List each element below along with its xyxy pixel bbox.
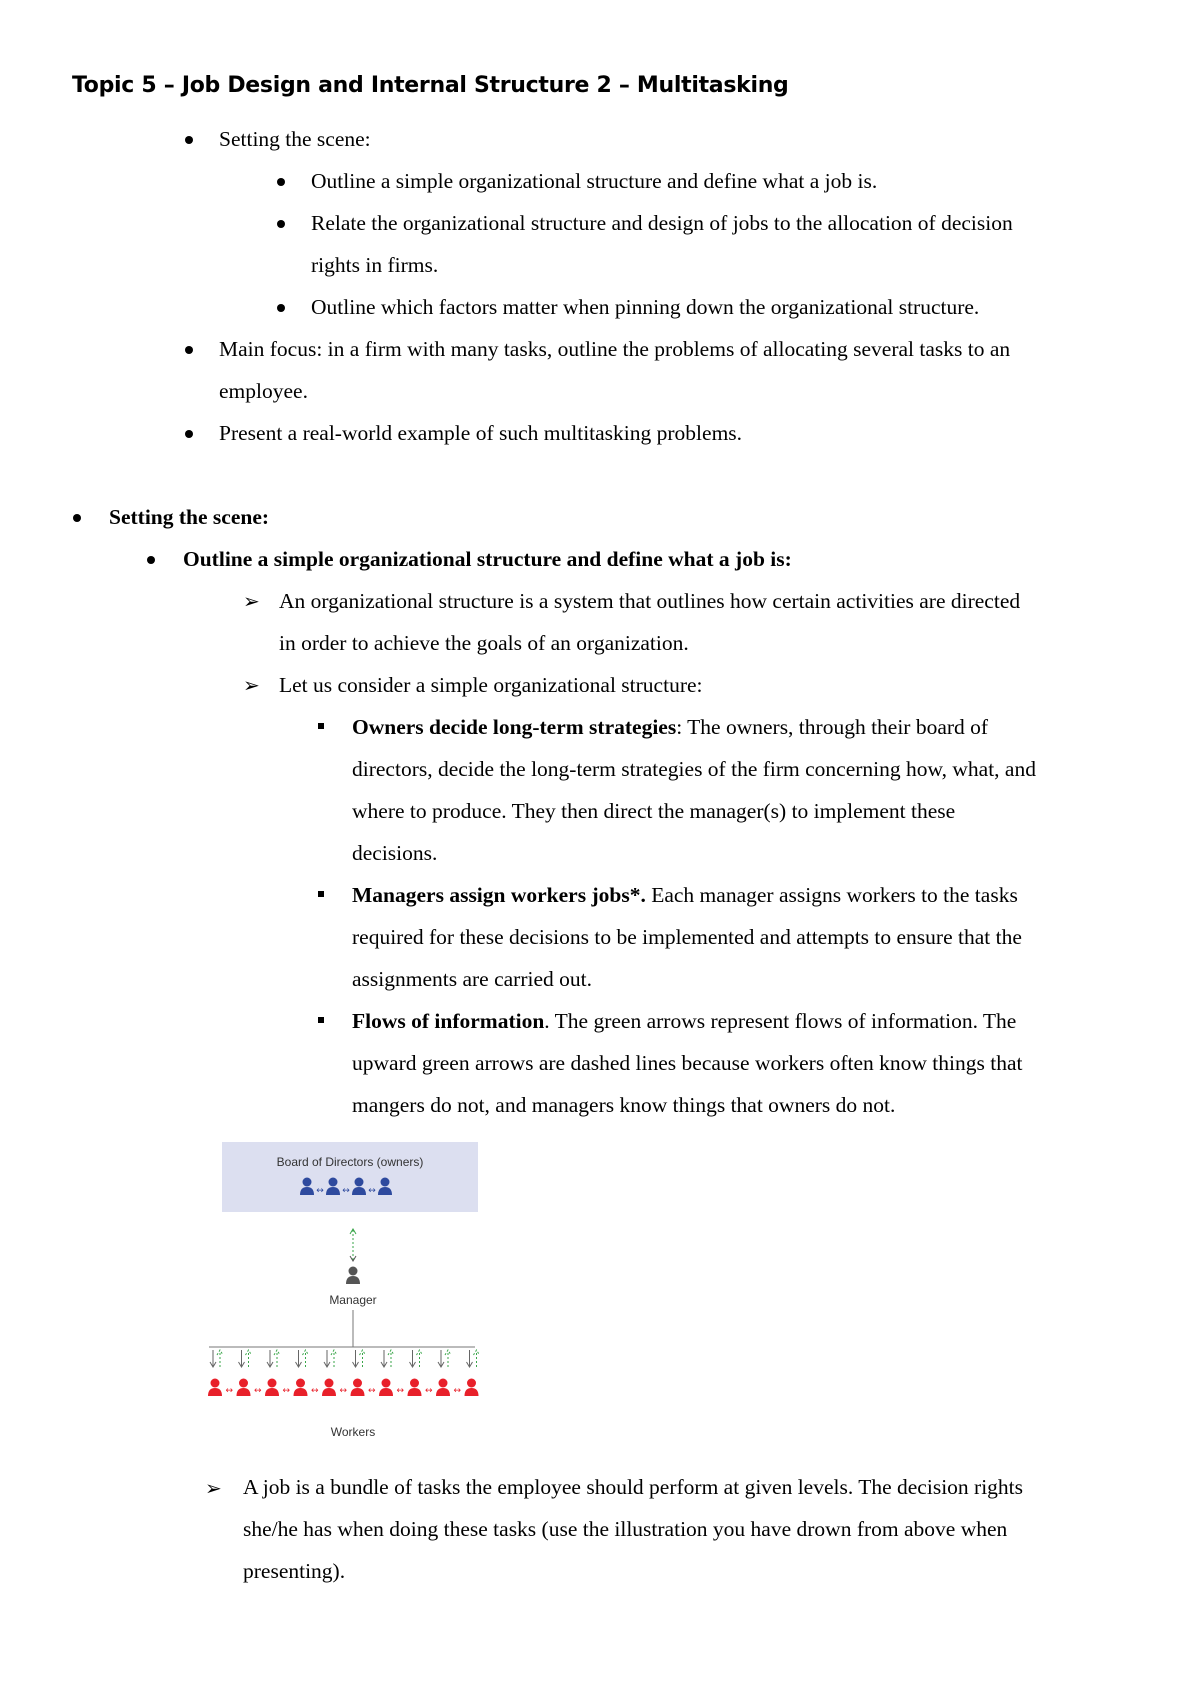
bullet: [185, 430, 193, 438]
worker-icon: [408, 1379, 422, 1397]
up-arrow-icon: [217, 1350, 223, 1367]
worker-icon: [351, 1379, 365, 1397]
up-arrow-icon: [246, 1350, 252, 1367]
worker-icon: [265, 1379, 279, 1397]
up-arrow-icon: [303, 1350, 309, 1367]
worker-icon: [294, 1379, 308, 1397]
down-arrow-icon: [296, 1350, 302, 1367]
worker-icon: [465, 1379, 479, 1397]
manager-icon: [346, 1267, 360, 1285]
down-arrow-icon: [353, 1350, 359, 1367]
owners-line: decisions.: [352, 841, 438, 865]
paragraph-line: An organizational structure is a system that outlines how certain activities are directed: [279, 589, 1021, 613]
job-line: A job is a bundle of tasks the employee should perform at given levels. The decision rights: [243, 1475, 1024, 1499]
outline-item: Main focus: in a firm with many tasks, outline the problems of allocating several tasks to an: [219, 337, 1011, 361]
owners-line: where to produce. They then direct the manager(s) to implement these: [352, 799, 956, 823]
up-arrow-icon: [331, 1350, 337, 1367]
up-arrow-icon: [274, 1350, 280, 1367]
arrow-bullet-icon: ➢: [205, 1476, 222, 1500]
outline-subitem: Relate the organizational structure and design of jobs to the allocation of decision: [311, 211, 1013, 235]
board-label: Board of Directors (owners): [276, 1155, 424, 1169]
outline-subitem-cont: rights in firms.: [311, 253, 439, 277]
bullet: [277, 220, 285, 228]
down-arrow-icon: [267, 1350, 273, 1367]
paragraph-line: in order to achieve the goals of an organization.: [279, 631, 689, 655]
square-bullet: [318, 1017, 324, 1023]
outline-subitem: Outline which factors matter when pinning down the organizational structure.: [311, 295, 980, 319]
flows-text: . The green arrows represent flows of information. The: [544, 1009, 1017, 1033]
section-subheading: Outline a simple organizational structure and define what a job is:: [183, 547, 792, 571]
managers-bold: Managers assign workers jobs*.: [352, 883, 646, 907]
bullet: [73, 514, 81, 522]
managers-text: Each manager assigns workers to the tasks: [645, 883, 1018, 907]
owners-line: directors, decide the long-term strategies of the firm concerning how, what, and: [352, 757, 1036, 781]
worker-arrows: [210, 1350, 480, 1367]
worker-link-icon: ↔: [367, 1386, 376, 1396]
workers-label: Workers: [330, 1425, 376, 1439]
managers-line: assignments are carried out.: [352, 967, 592, 991]
worker-link-icon: ↔: [339, 1386, 348, 1396]
bullet: [185, 136, 193, 144]
manager-label: Manager: [329, 1293, 377, 1307]
worker-link-icon: ↔: [225, 1386, 234, 1396]
outline-item: Setting the scene:: [219, 127, 371, 151]
worker-link-icon: ↔: [282, 1386, 291, 1396]
job-line: she/he has when doing these tasks (use the illustration you have drown from above when: [243, 1517, 1008, 1541]
arrow-bullet-icon: ➢: [243, 589, 260, 613]
worker-link-icon: ↔: [396, 1386, 405, 1396]
up-arrow-icon: [388, 1350, 394, 1367]
down-arrow-icon: [438, 1350, 444, 1367]
down-arrow-icon: [381, 1350, 387, 1367]
down-arrow-icon: [410, 1350, 416, 1367]
down-arrow-icon: [324, 1350, 330, 1367]
owners-line: [352, 713, 988, 741]
job-line: presenting).: [243, 1559, 346, 1583]
flows-line: [352, 1007, 1016, 1035]
up-arrow-icon: [445, 1350, 451, 1367]
managers-line: required for these decisions to be implemented and attempts to ensure that the: [352, 925, 1022, 949]
board-box: [222, 1142, 478, 1212]
paragraph-line: Let us consider a simple organizational structure:: [279, 673, 703, 697]
worker-link-icon: ↔: [424, 1386, 433, 1396]
down-arrow-icon: [239, 1350, 245, 1367]
worker-link-icon: ↔: [253, 1386, 262, 1396]
worker-link-icon: ↔: [453, 1386, 462, 1396]
outline-item: Present a real-world example of such multitasking problems.: [219, 421, 743, 445]
up-arrow-icon: [474, 1350, 480, 1367]
workers-icons: [208, 1379, 479, 1397]
worker-icon: [379, 1379, 393, 1397]
outline-subitem: Outline a simple organizational structure and define what a job is.: [311, 169, 878, 193]
bullet: [185, 346, 193, 354]
worker-icon: [208, 1379, 222, 1397]
flows-line: upward green arrows are dashed lines because workers often know things that: [352, 1051, 1023, 1075]
owners-bold: Owners decide long-term strategies: [352, 715, 677, 739]
up-arrow-icon: [417, 1350, 423, 1367]
svg-text:↔: ↔: [316, 1186, 324, 1196]
worker-icon: [322, 1379, 336, 1397]
up-arrow-icon: [360, 1350, 366, 1367]
outline-item-cont: employee.: [219, 379, 308, 403]
arrow-bullet-icon: ➢: [243, 673, 260, 697]
section-heading: Setting the scene:: [109, 505, 270, 529]
worker-icon: [436, 1379, 450, 1397]
page-title: Topic 5 – Job Design and Internal Structure 2 – Multitasking: [72, 73, 789, 98]
svg-text:↔: ↔: [368, 1186, 376, 1196]
worker-link-icon: ↔: [310, 1386, 319, 1396]
svg-text:↔: ↔: [342, 1186, 350, 1196]
square-bullet: [318, 723, 324, 729]
down-arrow-icon: [210, 1350, 216, 1367]
bullet: [277, 304, 285, 312]
owners-text: : The owners, through their board of: [676, 715, 989, 739]
square-bullet: [318, 891, 324, 897]
flows-line: mangers do not, and managers know things that owners do not.: [352, 1093, 896, 1117]
down-arrow-icon: [467, 1350, 473, 1367]
bullet: [147, 556, 155, 564]
bullet: [277, 178, 285, 186]
managers-line: [352, 881, 1018, 909]
flows-bold: Flows of information: [352, 1009, 545, 1033]
org-structure-diagram: [205, 1142, 485, 1442]
worker-icon: [237, 1379, 251, 1397]
